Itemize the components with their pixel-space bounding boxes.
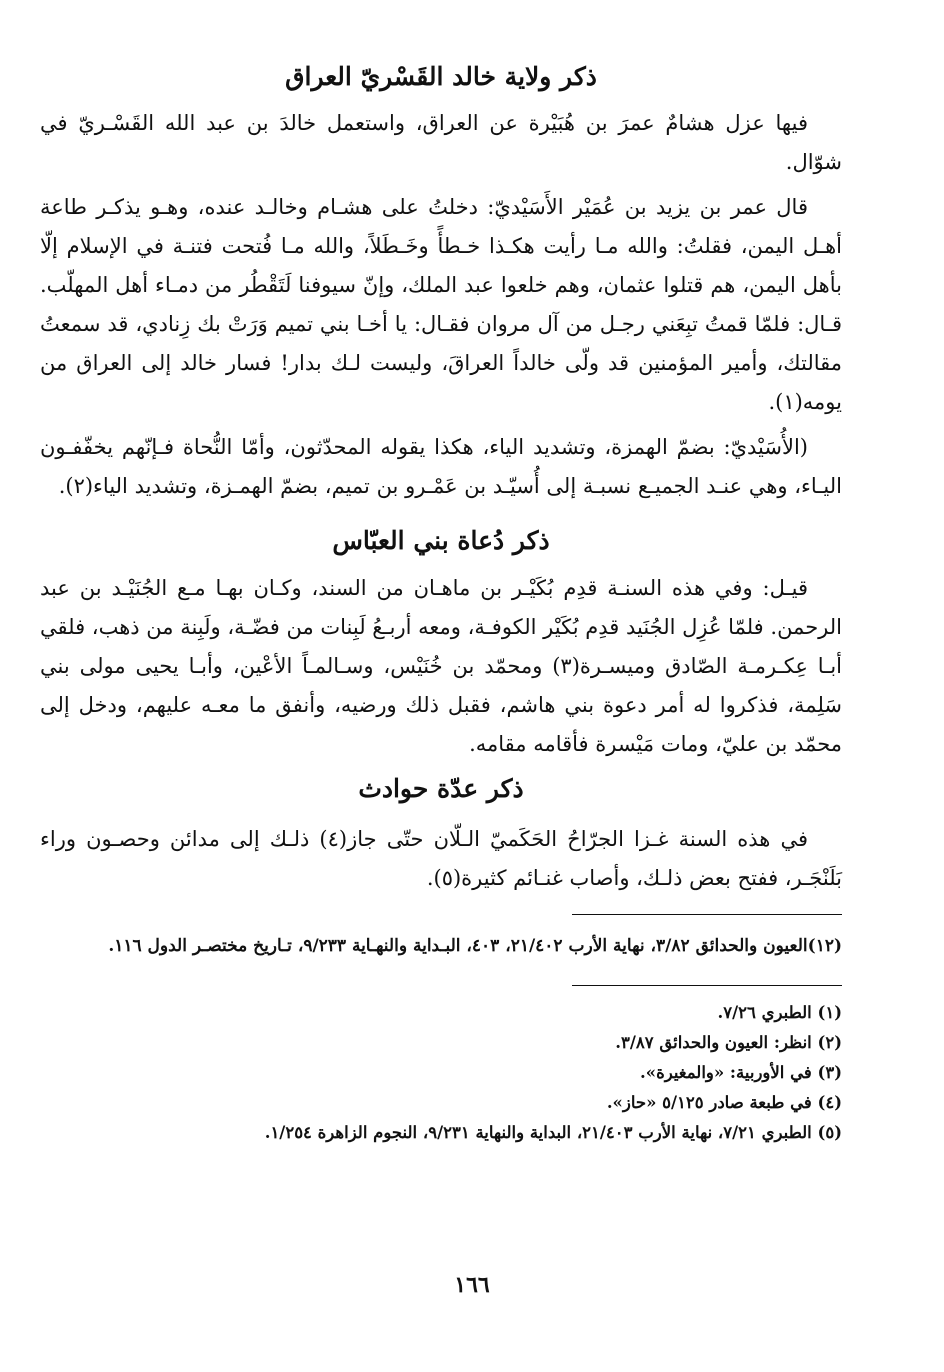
section-heading-abbasid-callers: ذكر دُعاة بني العبّاس — [332, 525, 550, 555]
section-heading-khalid-iraq: ذكر ولاية خالد القَسْريّ العراق — [285, 62, 597, 91]
paragraph: فيها عزل هشامٌ عمرَ بن هُبَيْرة عن العراق، واستعمل خالدَ بن عبد الله القَسْـريّ في شوّال. — [40, 110, 842, 174]
footnote: (٢) انظر: العيون والحدائق ٣/٨٧. — [615, 1032, 842, 1052]
footnote-divider — [572, 985, 842, 986]
text-divider — [572, 914, 842, 915]
footnote: (٥) الطبري ٧/٢١، نهاية الأرب ٢١/٤٠٣، البداية والنهاية ٩/٢٣١، النجوم الزاهرة ١/٢٥٤. — [264, 1122, 842, 1142]
paragraph: في هذه السنة غـزا الجرّاحُ الحَكَميّ الـلّان حتّى جاز(٤) ذلـك إلى مدائن وحصـون وراء بَلَنْجَـر، ففتح بعض ذلـك، وأصاب غنـائم كثيرة(٥). — [40, 826, 842, 890]
paragraph: قال عمر بن يزيد بن عُمَيْر الأَسَيْديّ: دخلتُ على هشـام وخالـد عنده، وهـو يذكـر طاعة أهـل اليمن، فقلتُ: والله مـا رأيت هكـذا خـطأً وخَـطَلاً، والله مـا فُتحت فتنـة في الإسلام إلّا بأهل اليمن، هم قتلوا عثمان، وهم خلعوا عبد الملك، وإنّ سيوفنا لَتَقْطُر من دمـاء أهل المهلّب. قـال: فلمّا قمتُ تبِعَني رجـل من آل مروان فقـال: يا أخـا بني تميم وَرَتْ بك زِنادي، قد سمعتُ مقالتك، وأمير المؤمنين قد ولّى خالداً العراقَ، وليست لـك بدار! فسار خالد إلى العراق من يومه(١). — [40, 194, 842, 414]
page-number: ١٦٦ — [454, 1272, 490, 1298]
footnote: (٤) في طبعة صادر ٥/١٢٥ «حاز». — [606, 1092, 842, 1112]
paragraph: (الأُسَيْديّ: بضمّ الهمزة، وتشديد الياء، هكذا يقوله المحدّثون، وأمّا النُّحاة فـإنّهم يخفّفـون اليـاء، وهي عنـد الجميـع نسبـة إلى أُسيّـد بن عَمْـرو بن تميم، بضمّ الهمـزة، وتشديد الياء(٢). — [40, 434, 842, 498]
footnote-list — [40, 998, 842, 1148]
footnote: (١) الطبري ٧/٢٦. — [717, 1002, 842, 1022]
footnote: (٣) في الأوربية: «والمغيرة». — [640, 1062, 842, 1082]
paragraph: قيـل: وفي هذه السنـة قدِم بُكَيْـر بن ماهـان من السند، وكـان بهـا مـع الجُنَيْـد بن عبد الرحمن. فلمّا عُزِل الجُنَيد قدِم بُكَيْر الكوفـة، ومعه أربـعُ لَبِنات من فضّـة، ولَبِنة من ذهب، فلقي أبـا عِكـرمـة الصّادق وميسـرة(٣) ومحمّد بن خُنَيْس، وسـالمـاً الأعْين، وأبـا يحيى مولى بني سَلِمة، فذكروا له أمر دعوة بني هاشم، فقبل ذلك ورضيه، وأنفق ما معـه عليهم، ودخل إلى محمّد بن عليّ، ومات مَيْسرة فأقامه مقامه. — [40, 576, 842, 756]
section-heading-events: ذكر عدّة حوادث — [358, 774, 524, 803]
book-page — [40, 58, 842, 1148]
source-references: (١٢)العيون والحدائق ٣/٨٢، نهاية الأرب ٢١/٤٠٢، ٤٠٣، البـداية والنهـاية ٩/٢٣٣، تـاريخ مختصـر الدول ١١٦. — [108, 935, 842, 956]
